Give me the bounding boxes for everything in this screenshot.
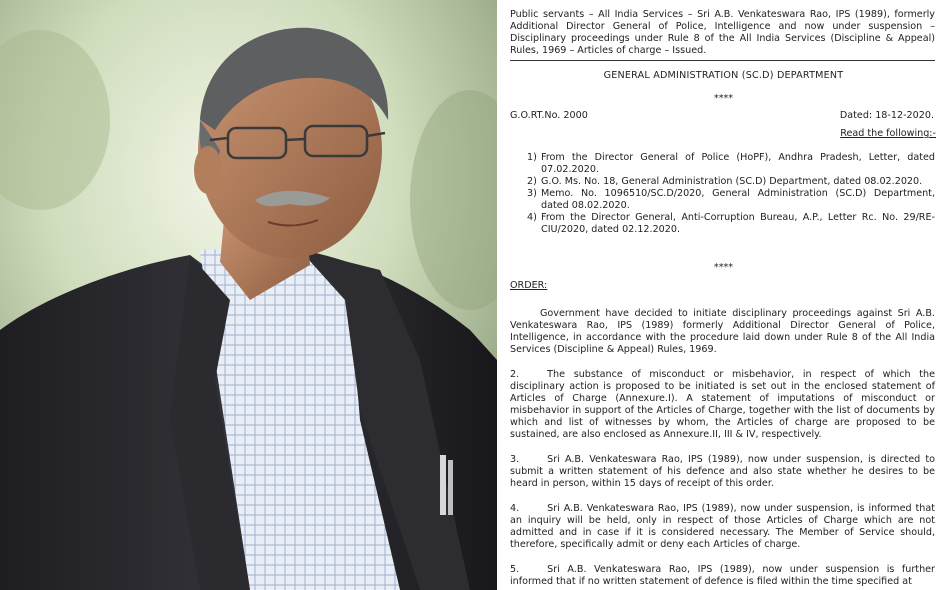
reference-item [527, 188, 935, 212]
paragraph-text: The substance of misconduct or misbehavior, in respect of which the disciplinary action is proposed to be initiated is set out in the enclosed statement of Articles of Charge (Annexure.I). A statement of imputations of misconduct or misbehavior in support of the Articles of Charge, together with the list of documents by which and list of witnesses by whom, the Articles of charge are proposed to be sustained, are also enclosed as Annexure.II, III & IV, respectively. [510, 369, 935, 440]
paragraph-number: 5. [510, 564, 520, 575]
read-following-label: Read the following:- [840, 128, 936, 139]
document-subject: Public servants – All India Services – Sri A.B. Venkateswara Rao, IPS (1989), formerly Additional Director General of Police, Intelligence and now under suspension – Disciplinary proceedings under Rule 8 of the All India Services (Discipline & Appeal) Rules, 1969 – Articles of charge – Issued. [510, 9, 935, 61]
separator-stars-2: **** [713, 262, 734, 273]
reference-text: From the Director General of Police (HoPF), Andhra Pradesh, Letter, dated 07.02.2020. [541, 152, 935, 175]
order-paragraph-3 [510, 454, 935, 490]
paragraph-text: Sri A.B. Venkateswara Rao, IPS (1989), now under suspension is further informed that if no written statement of defence is filed within the time specified at [510, 564, 935, 587]
reference-number: 3) [527, 188, 537, 199]
paragraph-text: Government have decided to initiate disciplinary proceedings against Sri A.B. Venkateswara Rao, IPS (1989) formerly Additional Director General of Police, Intelligence, in accordance with the procedure laid down under Rule 8 of the All India Services (Discipline & Appeal) Rules, 1969. [510, 308, 935, 355]
reference-item [527, 176, 935, 188]
paragraph-text: Sri A.B. Venkateswara Rao, IPS (1989), now under suspension, is informed that an inquiry will be held, only in respect of those Articles of Charge which are not admitted and in case if it is considered necessary. The Member of Service should, therefore, specifically admit or deny each Articles of charge. [510, 503, 935, 550]
order-paragraph-1 [510, 308, 935, 356]
reference-item [527, 212, 935, 236]
order-paragraph-2 [510, 369, 935, 441]
order-paragraph-4 [510, 503, 935, 551]
paragraph-text: Sri A.B. Venkateswara Rao, IPS (1989), now under suspension, is directed to submit a written statement of his defence and also state whether he desires to be heard in person, within 15 days of receipt of this order. [510, 454, 935, 489]
reference-item [527, 152, 935, 176]
reference-text: G.O. Ms. No. 18, General Administration (SC.D) Department, dated 08.02.2020. [541, 176, 923, 187]
department-heading: GENERAL ADMINISTRATION (SC.D) DEPARTMENT [603, 70, 844, 81]
reference-text: From the Director General, Anti-Corruption Bureau, A.P., Letter Rc. No. 29/RE-CIU/2020, dated 02.12.2020. [541, 212, 935, 235]
reference-number: 4) [527, 212, 537, 223]
go-number: G.O.RT.No. 2000 [510, 110, 588, 121]
order-heading: ORDER: [510, 280, 548, 291]
reference-number: 2) [527, 176, 537, 187]
paragraph-number: 2. [510, 369, 520, 380]
reference-text: Memo. No. 1096510/SC.D/2020, General Administration (SC.D) Department, dated 08.02.2020. [541, 188, 935, 211]
reference-list [527, 152, 935, 236]
reference-number: 1) [527, 152, 537, 163]
order-date: Dated: 18-12-2020. [839, 110, 934, 121]
paragraph-number: 4. [510, 503, 520, 514]
order-paragraph-5 [510, 564, 935, 588]
separator-stars: **** [713, 93, 734, 104]
paragraph-number: 3. [510, 454, 520, 465]
government-order-document [497, 0, 950, 590]
